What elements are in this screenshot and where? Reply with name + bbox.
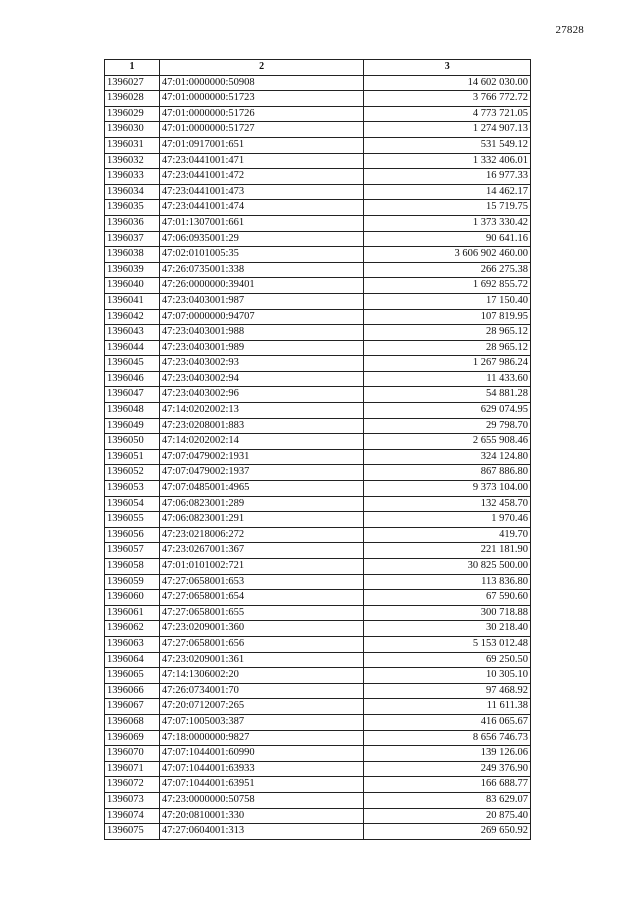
table-row — [105, 169, 531, 185]
cadastral-number: 47:23:0267001:367 — [159, 543, 363, 559]
cadastral-number: 47:01:0000000:51727 — [159, 122, 363, 138]
cadastral-number: 47:26:0735001:338 — [159, 262, 363, 278]
row-number: 1396062 — [105, 621, 160, 637]
cadastral-value: 90 641.16 — [364, 231, 531, 247]
cadastral-number: 47:06:0823001:291 — [159, 512, 363, 528]
table-row — [105, 75, 531, 91]
cadastral-number: 47:02:0101005:35 — [159, 247, 363, 263]
table-row — [105, 792, 531, 808]
row-number: 1396055 — [105, 512, 160, 528]
row-number: 1396038 — [105, 247, 160, 263]
table-row — [105, 543, 531, 559]
row-number: 1396057 — [105, 543, 160, 559]
cadastral-number: 47:07:0479002:1931 — [159, 449, 363, 465]
cadastral-value: 8 656 746.73 — [364, 730, 531, 746]
cadastral-number: 47:07:1044001:63933 — [159, 761, 363, 777]
table-row — [105, 231, 531, 247]
cadastral-number: 47:18:0000000:9827 — [159, 730, 363, 746]
cadastral-value: 14 602 030.00 — [364, 75, 531, 91]
cadastral-value: 3 766 772.72 — [364, 91, 531, 107]
cadastral-value: 324 124.80 — [364, 449, 531, 465]
row-number: 1396071 — [105, 761, 160, 777]
cadastral-value: 419.70 — [364, 527, 531, 543]
cadastral-number: 47:07:0000000:94707 — [159, 309, 363, 325]
row-number: 1396065 — [105, 668, 160, 684]
table-row — [105, 808, 531, 824]
row-number: 1396043 — [105, 325, 160, 341]
cadastral-value: 30 218.40 — [364, 621, 531, 637]
cadastral-number: 47:23:0441001:471 — [159, 153, 363, 169]
table-row — [105, 293, 531, 309]
cadastral-number: 47:07:1044001:63951 — [159, 777, 363, 793]
cadastral-value: 249 376.90 — [364, 761, 531, 777]
row-number: 1396052 — [105, 465, 160, 481]
cadastral-number: 47:06:0935001:29 — [159, 231, 363, 247]
row-number: 1396067 — [105, 699, 160, 715]
row-number: 1396063 — [105, 636, 160, 652]
table-row — [105, 449, 531, 465]
row-number: 1396059 — [105, 574, 160, 590]
table-row — [105, 309, 531, 325]
row-number: 1396031 — [105, 137, 160, 153]
row-number: 1396027 — [105, 75, 160, 91]
cadastral-number: 47:07:1044001:60990 — [159, 746, 363, 762]
cadastral-value: 629 074.95 — [364, 403, 531, 419]
cadastral-value: 269 650.92 — [364, 824, 531, 840]
row-number: 1396039 — [105, 262, 160, 278]
table-row — [105, 574, 531, 590]
row-number: 1396037 — [105, 231, 160, 247]
column-header-2: 2 — [159, 60, 363, 76]
table-row — [105, 652, 531, 668]
table-row — [105, 184, 531, 200]
row-number: 1396050 — [105, 434, 160, 450]
cadastral-number: 47:23:0403002:93 — [159, 356, 363, 372]
row-number: 1396061 — [105, 605, 160, 621]
cadastral-value: 20 875.40 — [364, 808, 531, 824]
row-number: 1396029 — [105, 106, 160, 122]
cadastral-number: 47:23:0441001:474 — [159, 200, 363, 216]
table-row — [105, 559, 531, 575]
cadastral-number: 47:23:0403002:96 — [159, 387, 363, 403]
cadastral-value: 531 549.12 — [364, 137, 531, 153]
cadastral-value: 1 692 855.72 — [364, 278, 531, 294]
cadastral-value-table — [104, 59, 531, 840]
table-row — [105, 496, 531, 512]
row-number: 1396044 — [105, 340, 160, 356]
cadastral-value: 2 655 908.46 — [364, 434, 531, 450]
table-body — [105, 75, 531, 839]
row-number: 1396034 — [105, 184, 160, 200]
cadastral-number: 47:01:0000000:50908 — [159, 75, 363, 91]
table-row — [105, 746, 531, 762]
row-number: 1396049 — [105, 418, 160, 434]
row-number: 1396041 — [105, 293, 160, 309]
row-number: 1396045 — [105, 356, 160, 372]
row-number: 1396048 — [105, 403, 160, 419]
cadastral-value: 300 718.88 — [364, 605, 531, 621]
cadastral-number: 47:23:0403002:94 — [159, 371, 363, 387]
cadastral-value: 166 688.77 — [364, 777, 531, 793]
cadastral-value: 83 629.07 — [364, 792, 531, 808]
table-row — [105, 527, 531, 543]
table-row — [105, 636, 531, 652]
table-row — [105, 247, 531, 263]
cadastral-value: 5 153 012.48 — [364, 636, 531, 652]
table-row — [105, 153, 531, 169]
cadastral-number: 47:23:0403001:989 — [159, 340, 363, 356]
cadastral-number: 47:27:0658001:653 — [159, 574, 363, 590]
cadastral-value: 107 819.95 — [364, 309, 531, 325]
cadastral-value: 29 798.70 — [364, 418, 531, 434]
cadastral-number: 47:23:0441001:473 — [159, 184, 363, 200]
cadastral-number: 47:07:0485001:4965 — [159, 481, 363, 497]
row-number: 1396051 — [105, 449, 160, 465]
table-row — [105, 699, 531, 715]
table-row — [105, 605, 531, 621]
cadastral-value: 9 373 104.00 — [364, 481, 531, 497]
table-row — [105, 621, 531, 637]
cadastral-value: 30 825 500.00 — [364, 559, 531, 575]
cadastral-value: 14 462.17 — [364, 184, 531, 200]
cadastral-number: 47:26:0000000:39401 — [159, 278, 363, 294]
row-number: 1396040 — [105, 278, 160, 294]
cadastral-value: 16 977.33 — [364, 169, 531, 185]
row-number: 1396056 — [105, 527, 160, 543]
cadastral-number: 47:23:0209001:361 — [159, 652, 363, 668]
table-row — [105, 325, 531, 341]
row-number: 1396064 — [105, 652, 160, 668]
table-row — [105, 262, 531, 278]
cadastral-value: 54 881.28 — [364, 387, 531, 403]
cadastral-value: 15 719.75 — [364, 200, 531, 216]
table-row — [105, 465, 531, 481]
cadastral-value: 132 458.70 — [364, 496, 531, 512]
table-row — [105, 387, 531, 403]
cadastral-value: 113 836.80 — [364, 574, 531, 590]
table-row — [105, 137, 531, 153]
row-number: 1396073 — [105, 792, 160, 808]
cadastral-value: 1 373 330.42 — [364, 215, 531, 231]
row-number: 1396035 — [105, 200, 160, 216]
row-number: 1396042 — [105, 309, 160, 325]
table-row — [105, 683, 531, 699]
cadastral-number: 47:14:0202002:14 — [159, 434, 363, 450]
row-number: 1396036 — [105, 215, 160, 231]
row-number: 1396032 — [105, 153, 160, 169]
table-row — [105, 403, 531, 419]
table-row — [105, 761, 531, 777]
row-number: 1396060 — [105, 590, 160, 606]
table-row — [105, 200, 531, 216]
table-row — [105, 668, 531, 684]
cadastral-number: 47:27:0604001:313 — [159, 824, 363, 840]
row-number: 1396068 — [105, 714, 160, 730]
table-row — [105, 371, 531, 387]
cadastral-number: 47:20:0712007:265 — [159, 699, 363, 715]
cadastral-number: 47:01:0000000:51726 — [159, 106, 363, 122]
cadastral-value: 11 433.60 — [364, 371, 531, 387]
row-number: 1396075 — [105, 824, 160, 840]
table-row — [105, 418, 531, 434]
table-row — [105, 590, 531, 606]
row-number: 1396070 — [105, 746, 160, 762]
row-number: 1396058 — [105, 559, 160, 575]
cadastral-number: 47:23:0000000:50758 — [159, 792, 363, 808]
cadastral-number: 47:23:0403001:988 — [159, 325, 363, 341]
cadastral-number: 47:23:0403001:987 — [159, 293, 363, 309]
cadastral-number: 47:01:0000000:51723 — [159, 91, 363, 107]
row-number: 1396054 — [105, 496, 160, 512]
cadastral-number: 47:27:0658001:655 — [159, 605, 363, 621]
page-number: 27828 — [555, 24, 584, 36]
cadastral-value: 139 126.06 — [364, 746, 531, 762]
cadastral-number: 47:01:0917001:651 — [159, 137, 363, 153]
cadastral-value: 10 305.10 — [364, 668, 531, 684]
cadastral-number: 47:01:0101002:721 — [159, 559, 363, 575]
cadastral-value: 1 267 986.24 — [364, 356, 531, 372]
cadastral-number: 47:23:0209001:360 — [159, 621, 363, 637]
row-number: 1396074 — [105, 808, 160, 824]
cadastral-value: 67 590.60 — [364, 590, 531, 606]
table-row — [105, 91, 531, 107]
cadastral-value: 1 332 406.01 — [364, 153, 531, 169]
table-row — [105, 481, 531, 497]
row-number: 1396033 — [105, 169, 160, 185]
row-number: 1396072 — [105, 777, 160, 793]
cadastral-value: 28 965.12 — [364, 340, 531, 356]
table-header-row — [105, 60, 531, 76]
cadastral-number: 47:14:1306002:20 — [159, 668, 363, 684]
cadastral-value: 1 970.46 — [364, 512, 531, 528]
table-row — [105, 714, 531, 730]
cadastral-value: 17 150.40 — [364, 293, 531, 309]
table-row — [105, 512, 531, 528]
cadastral-number: 47:27:0658001:654 — [159, 590, 363, 606]
table-row — [105, 340, 531, 356]
row-number: 1396047 — [105, 387, 160, 403]
cadastral-value: 11 611.38 — [364, 699, 531, 715]
cadastral-value: 4 773 721.05 — [364, 106, 531, 122]
cadastral-number: 47:20:0810001:330 — [159, 808, 363, 824]
cadastral-number: 47:07:0479002:1937 — [159, 465, 363, 481]
table-row — [105, 106, 531, 122]
row-number: 1396053 — [105, 481, 160, 497]
row-number: 1396028 — [105, 91, 160, 107]
cadastral-number: 47:23:0218006:272 — [159, 527, 363, 543]
row-number: 1396030 — [105, 122, 160, 138]
table-row — [105, 730, 531, 746]
table-row — [105, 434, 531, 450]
cadastral-number: 47:07:1005003:387 — [159, 714, 363, 730]
cadastral-number: 47:27:0658001:656 — [159, 636, 363, 652]
cadastral-value: 28 965.12 — [364, 325, 531, 341]
column-header-1: 1 — [105, 60, 160, 76]
row-number: 1396069 — [105, 730, 160, 746]
table-row — [105, 777, 531, 793]
cadastral-value: 867 886.80 — [364, 465, 531, 481]
cadastral-value: 266 275.38 — [364, 262, 531, 278]
cadastral-value: 3 606 902 460.00 — [364, 247, 531, 263]
table-row — [105, 356, 531, 372]
table-row — [105, 824, 531, 840]
table-row — [105, 215, 531, 231]
cadastral-number: 47:01:1307001:661 — [159, 215, 363, 231]
cadastral-value: 1 274 907.13 — [364, 122, 531, 138]
cadastral-value: 97 468.92 — [364, 683, 531, 699]
table-row — [105, 122, 531, 138]
cadastral-value: 69 250.50 — [364, 652, 531, 668]
row-number: 1396046 — [105, 371, 160, 387]
cadastral-number: 47:23:0208001:883 — [159, 418, 363, 434]
cadastral-number: 47:26:0734001:70 — [159, 683, 363, 699]
table-row — [105, 278, 531, 294]
cadastral-value: 221 181.90 — [364, 543, 531, 559]
cadastral-number: 47:14:0202002:13 — [159, 403, 363, 419]
cadastral-value: 416 065.67 — [364, 714, 531, 730]
cadastral-number: 47:23:0441001:472 — [159, 169, 363, 185]
cadastral-number: 47:06:0823001:289 — [159, 496, 363, 512]
column-header-3: 3 — [364, 60, 531, 76]
row-number: 1396066 — [105, 683, 160, 699]
